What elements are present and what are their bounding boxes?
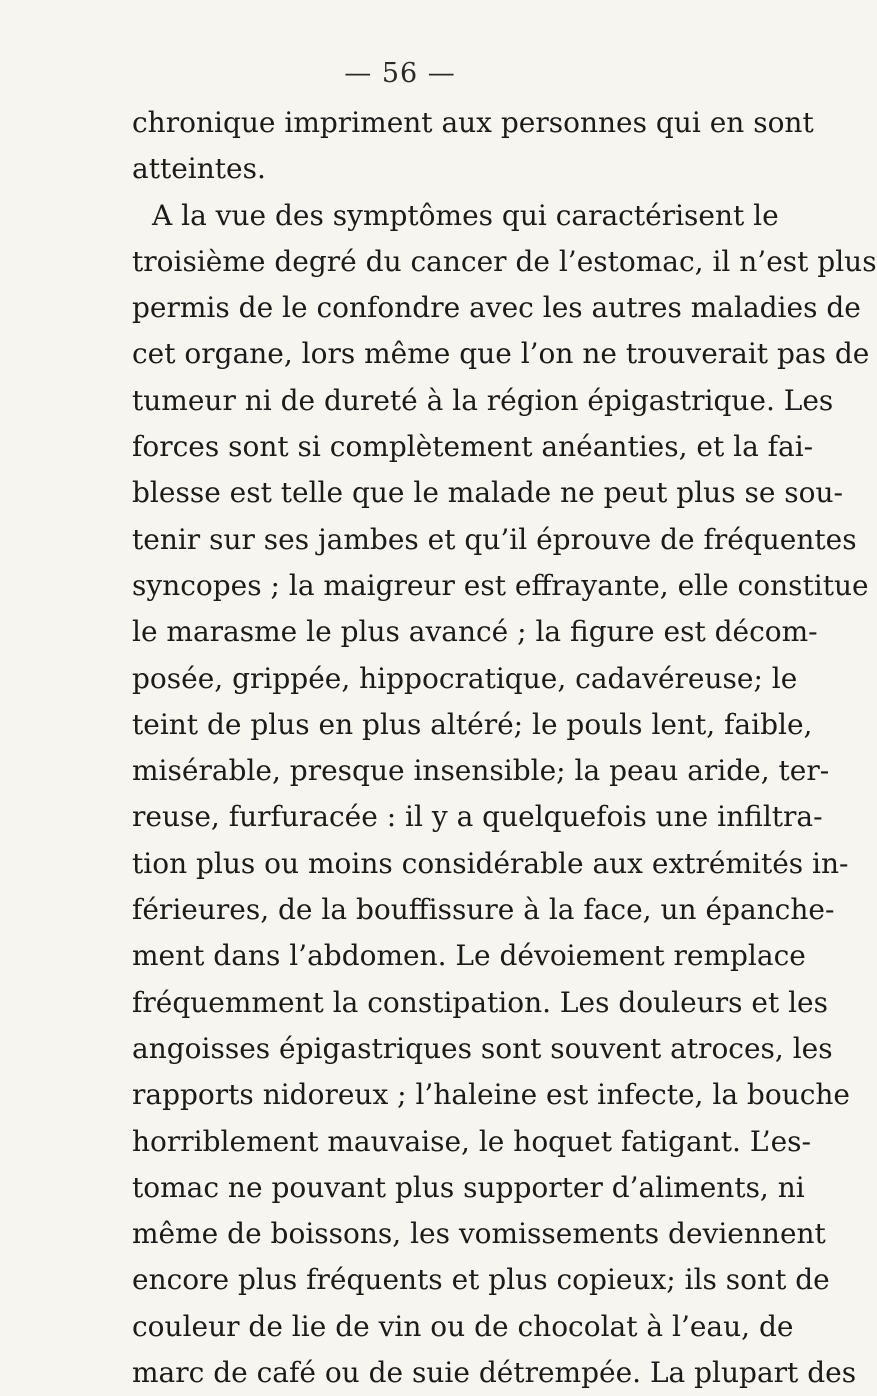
text-line: même de boissons, les vomissements deviennent [132, 1217, 826, 1251]
text-line: ment dans l’abdomen. Le dévoiement remplace [132, 939, 806, 973]
text-line: posée, grippée, hippocratique, cadavéreuse; le [132, 661, 798, 695]
text-line: horriblement mauvaise, le hoquet fatigant. L’es- [132, 1124, 811, 1158]
text-line: encore plus fréquents et plus copieux; ils sont de [132, 1263, 830, 1297]
text-line: tumeur ni de dureté à la région épigastrique. Les [132, 383, 834, 417]
text-line: fréquemment la constipation. Les douleurs et les [132, 985, 828, 1019]
text-line: permis de le confondre avec les autres maladies de [132, 291, 861, 325]
text-line: rapports nidoreux ; l’haleine est infecte, la bouche [132, 1078, 851, 1112]
text-line: tion plus ou moins considérable aux extrémités in- [132, 846, 849, 880]
text-line: le marasme le plus avancé ; la figure est décom- [132, 615, 818, 649]
text-line: teint de plus en plus altéré; le pouls lent, faible, [132, 707, 813, 741]
text-line: misérable, presque insensible; la peau aride, ter- [132, 754, 830, 788]
text-line: reuse, furfuracée : il y a quelquefois une infiltra- [132, 800, 823, 834]
page-number: — 56 — [344, 58, 456, 89]
text-line: A la vue des symptômes qui caractérisent le [152, 198, 779, 232]
text-line: troisième degré du cancer de l’estomac, il n’est plus [132, 244, 877, 278]
text-line: atteintes. [132, 152, 266, 186]
text-line: marc de café ou de suie détrempée. La plupart des [132, 1356, 857, 1390]
text-line: blesse est telle que le malade ne peut plus se sou- [132, 476, 844, 510]
text-line: angoisses épigastriques sont souvent atroces, les [132, 1031, 833, 1065]
text-line: chronique impriment aux personnes qui en sont [132, 106, 814, 139]
text-line: tenir sur ses jambes et qu’il éprouve de fréquentes [132, 522, 857, 556]
text-line: cet organe, lors même que l’on ne trouverait pas de [132, 337, 870, 371]
text-line: férieures, de la bouffissure à la face, un épanche- [132, 893, 835, 927]
text-line: tomac ne pouvant plus supporter d’aliments, ni [132, 1170, 805, 1204]
body-text [132, 100, 877, 1396]
text-line: syncopes ; la maigreur est effrayante, elle constitue [132, 568, 869, 602]
text-line: couleur de lie de vin ou de chocolat à l’eau, de [132, 1309, 794, 1343]
text-line: forces sont si complètement anéanties, et la fai- [132, 430, 814, 464]
